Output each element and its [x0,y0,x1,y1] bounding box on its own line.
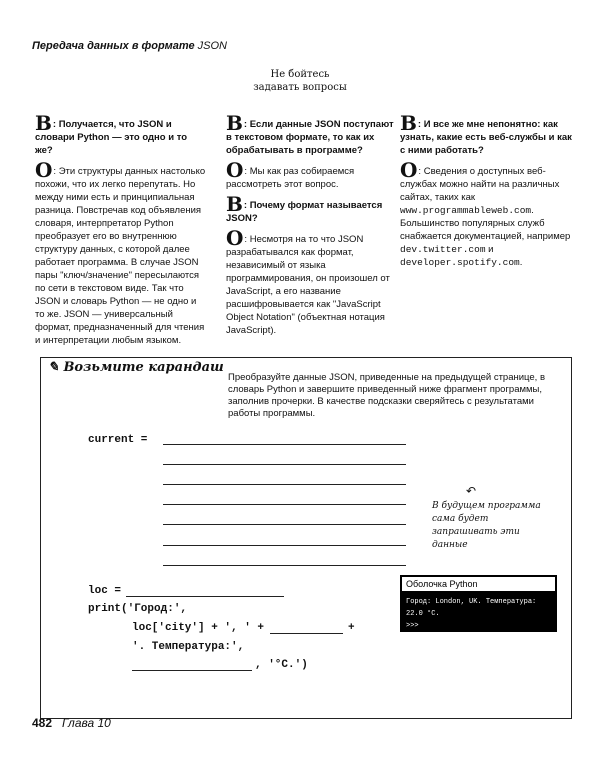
exercise-instructions: Преобразуйте данные JSON, приведенные на предыдущей странице, в словарь Python и завершите приведенный ниже фрагмент программы, заполнив прочерки. В качестве подсказки сверяйтесь с результатами работы программы. [228,372,545,419]
answer-blank[interactable] [163,464,406,465]
question: В: Получается, что JSON и словари Python — это одно и то же? [35,111,188,156]
question-text: Получается, что JSON и словари Python — это одно и то же? [35,119,188,156]
shell-output: Город: London, UK. Температура: 22.0 °C. [406,598,537,618]
answer: О: Сведения о доступных веб-службах можно найти на различных сайтах, таких как www.programmableweb.com. Большинство популярных служб снабжается документацией, например dev.twitter.com и developer.spotify.com. [400,158,571,268]
answer-blank[interactable] [270,633,343,634]
answer-blank[interactable] [163,545,406,546]
q-mark: В [400,111,417,135]
answer-blank[interactable] [163,565,406,566]
answer-blank[interactable] [126,596,284,597]
a-mark: О [226,226,244,250]
question: В: Если данные JSON поступают в текстовом формате, то как их обрабатывать в программе? [226,111,394,156]
code-plus: + [348,622,355,634]
question-text: Почему формат называется JSON? [226,200,383,224]
running-header [32,40,227,52]
qa-column-1 [35,111,207,355]
section-title-line2: задавать вопросы [253,82,347,93]
answer-blank[interactable] [163,504,406,505]
answer-text: . Большинство популярных служб снабжается документацией, например [400,205,571,242]
python-shell [400,575,557,632]
question: В: Почему формат называется JSON? [226,192,383,224]
answer-text: Мы как раз собираемся рассмотреть этот вопрос. [226,166,355,190]
answer-text: Эти структуры данных настолько похожи, что их легко перепутать. Но между ними есть и принципиальная разница. Повстречав код объявления словаря, интерпретатор Python преобразует его во внутреннюю структуру данных, с которой далее работает программа. В случае JSON пары "ключ/значение" пересылаются по сети в текстовом виде. Так что JSON и словарь Python — не одно и то же. JSON — универсальный формат, предназначенный для чтения и интерпретации любым языком. [35,166,206,346]
header-title-em: JSON [197,40,227,52]
curved-arrow-icon: ↶ [466,484,477,498]
answer-blank[interactable] [163,484,406,485]
answer-blank[interactable] [163,444,406,445]
answer-text: . [519,257,523,268]
code-loc: loc = [88,585,122,597]
answer-text: Сведения о доступных веб-службах можно найти на различных сайтах, таких как [400,166,560,203]
q-mark: В [226,111,243,135]
code-line3: '. Температура:', [132,641,245,653]
answer-text: Несмотря на то что JSON разрабатывался как формат, независимый от языка программирования, он произошел от JavaScript, а его название расшифровывается как "JavaScript Object Notation" (объектная нотация JavaScript). [226,234,390,336]
a-mark: О [400,158,418,182]
shell-prompt: >>> [406,622,419,630]
footer [32,716,111,730]
answer-blank[interactable] [163,524,406,525]
code-current: current = [88,434,148,446]
code-line4: , '°C.') [255,659,308,671]
handwritten-note: В будущем программа сама будет запрашивать эти данные [432,501,541,550]
section-title-line1: Не бойтесь [270,69,330,80]
exercise-title-text: Возьмите карандаш [63,360,224,375]
answer: О: Несмотря на то что JSON разрабатывался как формат, независимый от языка программирования, он произошел от JavaScript, а его название расшифровывается как "JavaScript Object Notation" (объектная нотация JavaScript). [226,226,390,336]
shell-title: Оболочка Python [402,577,555,592]
page-number: 482 [32,716,53,730]
header-title: Передача данных в формате [32,40,195,52]
answer-blank[interactable] [132,670,252,671]
question: В: И все же мне непонятно: как узнать, какие есть веб-службы и как с ними работать? [400,111,572,156]
section-title [250,68,350,94]
pencil-icon: ✎ [48,360,59,375]
link-spotify-dev[interactable]: developer.spotify.com [400,257,520,268]
qa-column-2 [226,111,398,345]
question-text: Если данные JSON поступают в текстовом формате, то как их обрабатывать в программе? [226,119,394,156]
link-programmableweb[interactable]: www.programmableweb.com [400,205,532,216]
answer: О: Мы как раз собираемся рассмотреть этот вопрос. [226,158,355,190]
code-print: print('Город:', [88,603,188,615]
a-mark: О [35,158,53,182]
answer: О: Эти структуры данных настолько похожи, что их легко перепутать. Но между ними есть и принципиальная разница. Повстречав код объявления словаря, интерпретатор Python преобразует его во внутреннюю структуру данных, с которой далее работает программа. В случае JSON пары "ключ/значение" пересылаются по сети в текстовом виде. Так что JSON и словарь Python — не одно и то же. JSON — универсальный формат, предназначенный для чтения и интерпретации любым языком. [35,158,206,346]
qa-column-3 [400,111,572,277]
link-twitter-dev[interactable]: dev.twitter.com [400,244,486,255]
q-mark: В [35,111,52,135]
question-text: И все же мне непонятно: как узнать, какие есть веб-службы и как с ними работать? [400,119,572,156]
a-mark: О [226,158,244,182]
chapter-label: Глава 10 [62,716,111,730]
q-mark: В [226,192,243,216]
exercise-title [48,360,224,375]
code-line2: loc['city'] + ', ' + [132,622,265,634]
answer-text: и [488,244,494,255]
